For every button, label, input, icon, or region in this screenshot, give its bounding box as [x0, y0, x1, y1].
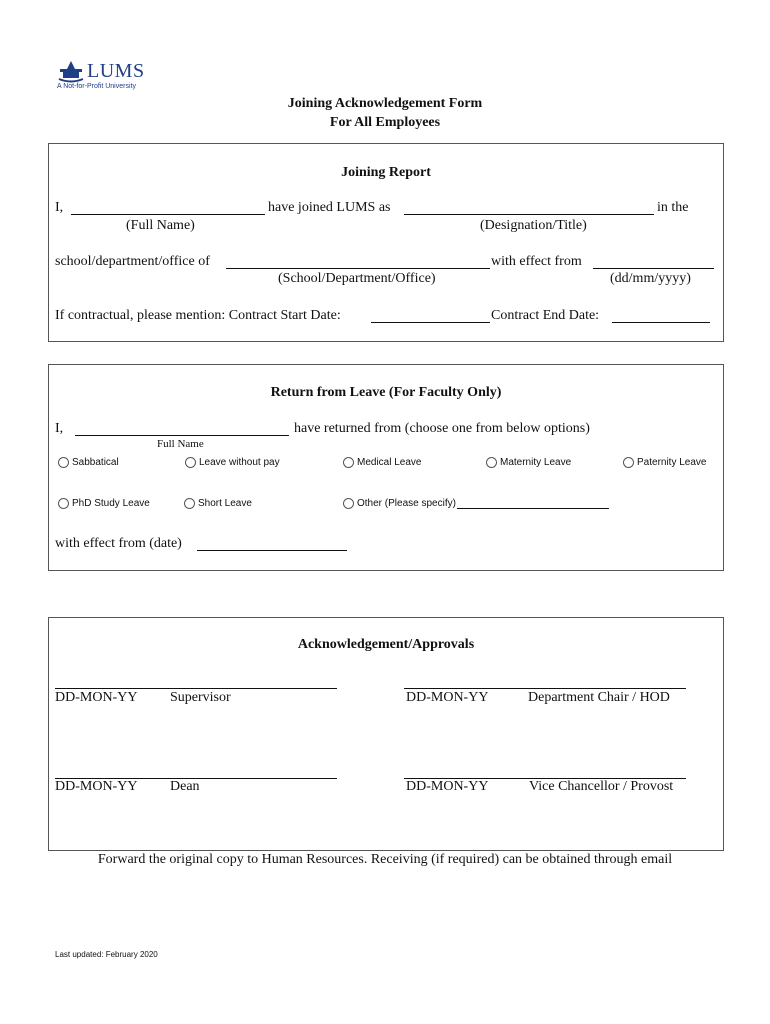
other-leave-radio[interactable]	[343, 498, 354, 509]
other-leave-specify-field[interactable]	[457, 508, 609, 509]
dean-date: DD-MON-YY	[55, 779, 138, 794]
form-title: Joining Acknowledgement Form	[287, 96, 483, 111]
leave-i-label: I,	[55, 421, 64, 436]
leave-full-name-field[interactable]	[75, 435, 289, 436]
maternity-leave-label: Maternity Leave	[500, 457, 572, 468]
returned-text: have returned from (choose one from below options)	[294, 421, 590, 436]
medical-leave-radio[interactable]	[343, 457, 354, 468]
paternity-leave-label: Paternity Leave	[637, 457, 707, 468]
with-effect-from-label: with effect from	[491, 254, 582, 269]
contract-start-label: If contractual, please mention: Contract Start Date:	[55, 308, 341, 323]
full-name-field[interactable]	[71, 214, 265, 215]
phd-study-leave-radio[interactable]	[58, 498, 69, 509]
contract-start-field[interactable]	[371, 322, 490, 323]
department-chair-signature-line[interactable]	[404, 688, 686, 689]
return-from-leave-heading: Return from Leave (For Faculty Only)	[270, 385, 502, 400]
supervisor-role: Supervisor	[170, 690, 231, 705]
form-subtitle: For All Employees	[329, 115, 441, 130]
department-chair-role: Department Chair / HOD	[528, 690, 670, 705]
paternity-leave-radio[interactable]	[623, 457, 634, 468]
sabbatical-label: Sabbatical	[72, 457, 119, 468]
supervisor-date: DD-MON-YY	[55, 690, 138, 705]
designation-field[interactable]	[404, 214, 654, 215]
school-caption: (School/Department/Office)	[278, 271, 436, 286]
effective-date-field[interactable]	[593, 268, 714, 269]
joined-text: have joined LUMS as	[268, 200, 391, 215]
vice-chancellor-role: Vice Chancellor / Provost	[529, 779, 674, 794]
other-leave-label: Other (Please specify)	[357, 498, 456, 509]
leave-full-name-caption: Full Name	[157, 438, 204, 450]
leave-effect-label: with effect from (date)	[55, 536, 182, 551]
date-format-caption: (dd/mm/yyyy)	[610, 271, 691, 286]
department-chair-date: DD-MON-YY	[406, 690, 489, 705]
contract-end-label: Contract End Date:	[491, 308, 600, 323]
designation-caption: (Designation/Title)	[480, 218, 587, 233]
joining-report-heading: Joining Report	[341, 165, 431, 180]
school-label: school/department/office of	[55, 254, 210, 269]
logo-wordmark: LUMS	[87, 60, 145, 82]
dean-role: Dean	[170, 779, 200, 794]
school-field[interactable]	[226, 268, 490, 269]
logo-tagline: A Not-for-Profit University	[57, 83, 136, 90]
contract-end-field[interactable]	[612, 322, 710, 323]
vice-chancellor-date: DD-MON-YY	[406, 779, 489, 794]
full-name-caption: (Full Name)	[126, 218, 195, 233]
leave-without-pay-label: Leave without pay	[199, 457, 280, 468]
medical-leave-label: Medical Leave	[357, 457, 422, 468]
supervisor-signature-line[interactable]	[55, 688, 337, 689]
short-leave-label: Short Leave	[198, 498, 252, 509]
short-leave-radio[interactable]	[184, 498, 195, 509]
lums-crest-icon	[57, 60, 85, 84]
approvals-heading: Acknowledgement/Approvals	[297, 637, 475, 652]
phd-study-leave-label: PhD Study Leave	[72, 498, 150, 509]
joining-i-label: I,	[55, 200, 64, 215]
maternity-leave-radio[interactable]	[486, 457, 497, 468]
forward-note: Forward the original copy to Human Resources. Receiving (if required) can be obtained through email	[97, 852, 673, 867]
in-the-text: in the	[657, 200, 689, 215]
leave-effect-date-field[interactable]	[197, 550, 347, 551]
last-updated: Last updated: February 2020	[55, 950, 158, 959]
sabbatical-radio[interactable]	[58, 457, 69, 468]
leave-without-pay-radio[interactable]	[185, 457, 196, 468]
